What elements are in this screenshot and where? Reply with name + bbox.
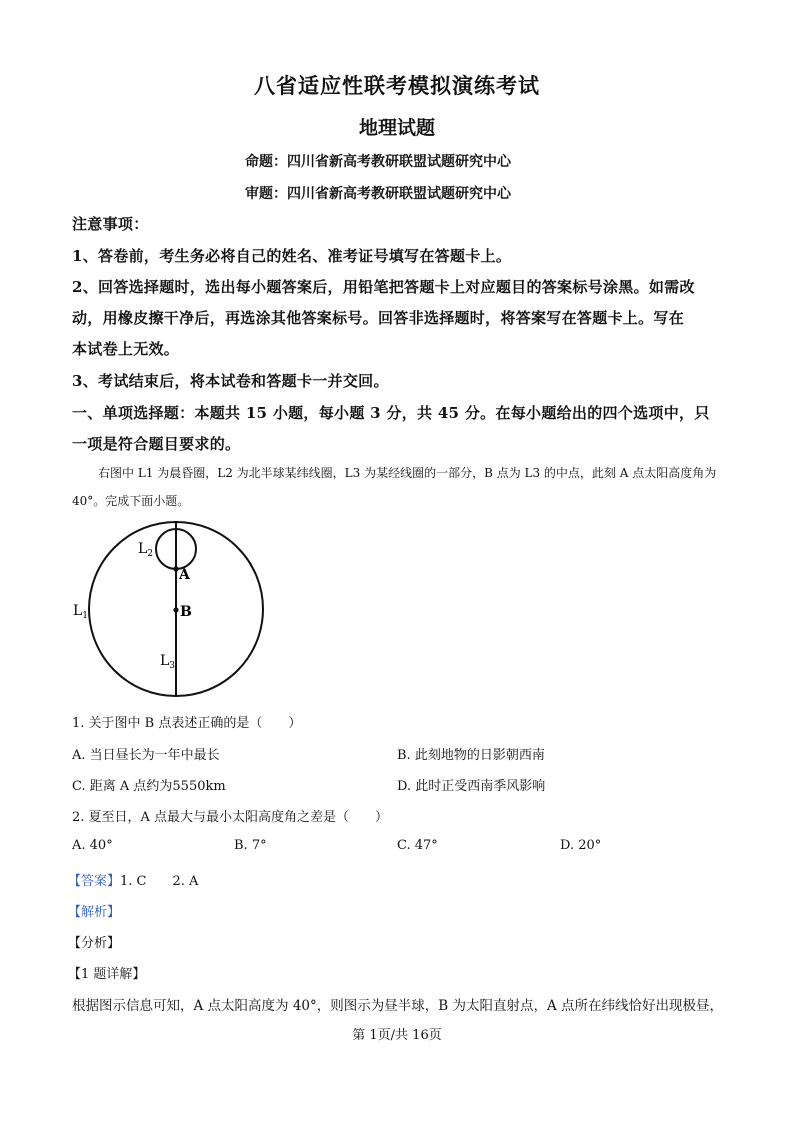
notice-item-3: 3、考试结束后，将本试卷和答题卡一并交回。 xyxy=(72,372,389,390)
point-b-dot xyxy=(173,607,178,612)
page-footer: 第 1页/共 16页 xyxy=(352,1028,442,1043)
notice-item-2-line-3: 本试卷上无效。 xyxy=(72,340,180,358)
answer-value: 1. C 2. A xyxy=(120,874,199,889)
point-b-label: B xyxy=(180,604,192,620)
question-2-option-a[interactable]: A. 40° xyxy=(72,838,113,853)
answer-tag: 【答案】 xyxy=(68,874,121,889)
question-2-option-b[interactable]: B. 7° xyxy=(234,838,267,853)
notice-item-2-line-2: 动，用橡皮擦干净后，再选涂其他答案标号。回答非选择题时，将答案写在答题卡上。写在 xyxy=(72,309,685,327)
point-a-label: A xyxy=(179,567,190,583)
l3-label: $L_3$ xyxy=(160,653,176,671)
notice-heading: 注意事项： xyxy=(72,215,149,233)
subject-title: 地理试题 xyxy=(358,117,435,139)
notice-item-2-line-1: 2、回答选择题时，选出每小题答案后，用铅笔把答题卡上对应题目的答案标号涂黑。如需改 xyxy=(72,278,695,296)
question-1-option-a[interactable]: A. 当日昼长为一年中最长 xyxy=(72,748,220,763)
detail-text: 根据图示信息可知，A 点太阳高度为 40°，则图示为昼半球，B 为太阳直射点，A 点所在纬线恰好出现极昼， xyxy=(72,998,724,1014)
question-1-option-c[interactable]: C. 距离 A 点约为5550km xyxy=(72,779,226,794)
l2-label: $L_2$ xyxy=(138,541,154,559)
question-2-option-c[interactable]: C. 47° xyxy=(397,838,438,853)
question-1-option-d[interactable]: D. 此时正受西南季风影响 xyxy=(397,779,546,794)
earth-diagram xyxy=(68,520,298,705)
l1-label: $L_1$ xyxy=(73,603,89,621)
question-2-stem: 2. 夏至日，A 点最大与最小太阳高度角之差是（ ） xyxy=(72,810,389,825)
detail-tag: 【1 题详解】 xyxy=(68,967,146,982)
question-1-stem: 1. 关于图中 B 点表述正确的是（ ） xyxy=(72,716,302,731)
question-1-option-b[interactable]: B. 此刻地物的日影朝西南 xyxy=(397,748,545,763)
question-intro: 右图中 L1 为晨昏圈，L2 为北半球某纬线圈，L3 为某经线圈的一部分，B 点为 L3 的中点，此刻 A 点太阳高度角为 40°。完成下面小题。 xyxy=(72,466,717,508)
notice-item-1: 1、答卷前，考生务必将自己的姓名、准考证号填写在答题卡上。 xyxy=(72,247,512,265)
point-a-dot xyxy=(173,566,178,571)
fenxi-tag: 【分析】 xyxy=(68,936,121,951)
reviewer-line: 审题：四川省新高考教研联盟试题研究中心 xyxy=(245,186,511,202)
exam-title: 八省适应性联考模拟演练考试 xyxy=(254,73,540,98)
section-heading-line-2: 一项是符合题目要求的。 xyxy=(72,435,241,453)
analysis-tag: 【解析】 xyxy=(68,905,121,920)
answer-line xyxy=(68,870,198,889)
section-heading-line-1: 一、单项选择题：本题共 15 小题，每小题 3 分，共 45 分。在每小题给出的四个选项中，只 xyxy=(72,404,710,422)
author-line: 命题：四川省新高考教研联盟试题研究中心 xyxy=(245,154,511,170)
question-2-option-d[interactable]: D. 20° xyxy=(560,838,602,853)
